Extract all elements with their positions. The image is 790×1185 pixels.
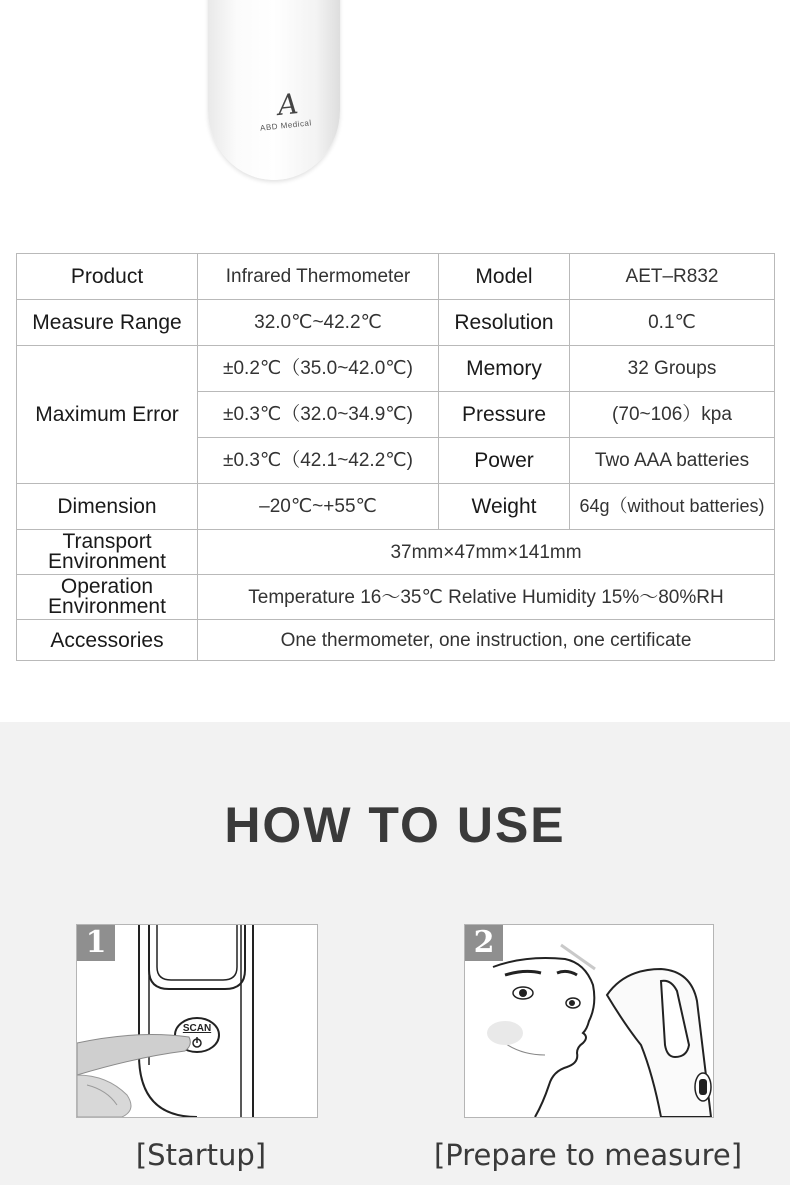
- step-1-caption: [Startup]: [135, 1138, 267, 1172]
- measure-range-label: Measure Range: [17, 300, 198, 346]
- step-number-badge: 1: [77, 925, 115, 961]
- max-error-value-1: ±0.2℃（35.0~42.0℃): [198, 346, 439, 392]
- dimension-value: –20℃~+55℃: [198, 484, 439, 530]
- table-row: [17, 620, 775, 661]
- table-row: [17, 346, 775, 392]
- operation-label: Operation Environment: [17, 575, 198, 620]
- max-error-value-3: ±0.3℃（42.1~42.2℃): [198, 438, 439, 484]
- power-label: Power: [439, 438, 570, 484]
- resolution-label: Resolution: [439, 300, 570, 346]
- operation-value: Temperature 16～35℃ Relative Humidity 15%～80%RH: [198, 575, 775, 620]
- product-value: Infrared Thermometer: [198, 254, 439, 300]
- step-number-badge: 2: [465, 925, 503, 961]
- specification-table: [16, 253, 775, 661]
- resolution-value: 0.1℃: [570, 300, 775, 346]
- table-row: [17, 484, 775, 530]
- max-error-label: Maximum Error: [17, 346, 198, 484]
- scan-button-label: SCAN: [182, 1023, 212, 1034]
- model-label: Model: [439, 254, 570, 300]
- power-value: Two AAA batteries: [570, 438, 775, 484]
- measure-range-value: 32.0℃~42.2℃: [198, 300, 439, 346]
- table-row: [17, 575, 775, 620]
- memory-value: 32 Groups: [570, 346, 775, 392]
- how-to-use-section: [0, 722, 790, 1185]
- thermometer-device-image: [208, 0, 340, 180]
- step-2-caption: [Prepare to measure]: [433, 1138, 743, 1172]
- section-title: HOW TO USE: [224, 797, 566, 853]
- accessories-value: One thermometer, one instruction, one certificate: [198, 620, 775, 661]
- product-label: Product: [17, 254, 198, 300]
- max-error-value-2: ±0.3℃（32.0~34.9℃): [198, 392, 439, 438]
- transport-value: 37mm×47mm×141mm: [198, 530, 775, 575]
- table-row: [17, 530, 775, 575]
- table-row: [17, 300, 775, 346]
- weight-label: Weight: [439, 484, 570, 530]
- pressure-label: Pressure: [439, 392, 570, 438]
- dimension-label: Dimension: [17, 484, 198, 530]
- model-value: AET–R832: [570, 254, 775, 300]
- memory-label: Memory: [439, 346, 570, 392]
- brand-logo-mark: A: [276, 87, 300, 122]
- table-row: [17, 254, 775, 300]
- step-2-illustration: [464, 924, 714, 1118]
- accessories-label: Accessories: [17, 620, 198, 661]
- brand-logo-text: ABD Medical: [259, 118, 313, 133]
- product-image-area: [0, 0, 790, 230]
- weight-value: 64g（without batteries): [570, 484, 775, 530]
- step-1-illustration: [76, 924, 318, 1118]
- pressure-value: (70~106）kpa: [570, 392, 775, 438]
- transport-label: Transport Environment: [17, 530, 198, 575]
